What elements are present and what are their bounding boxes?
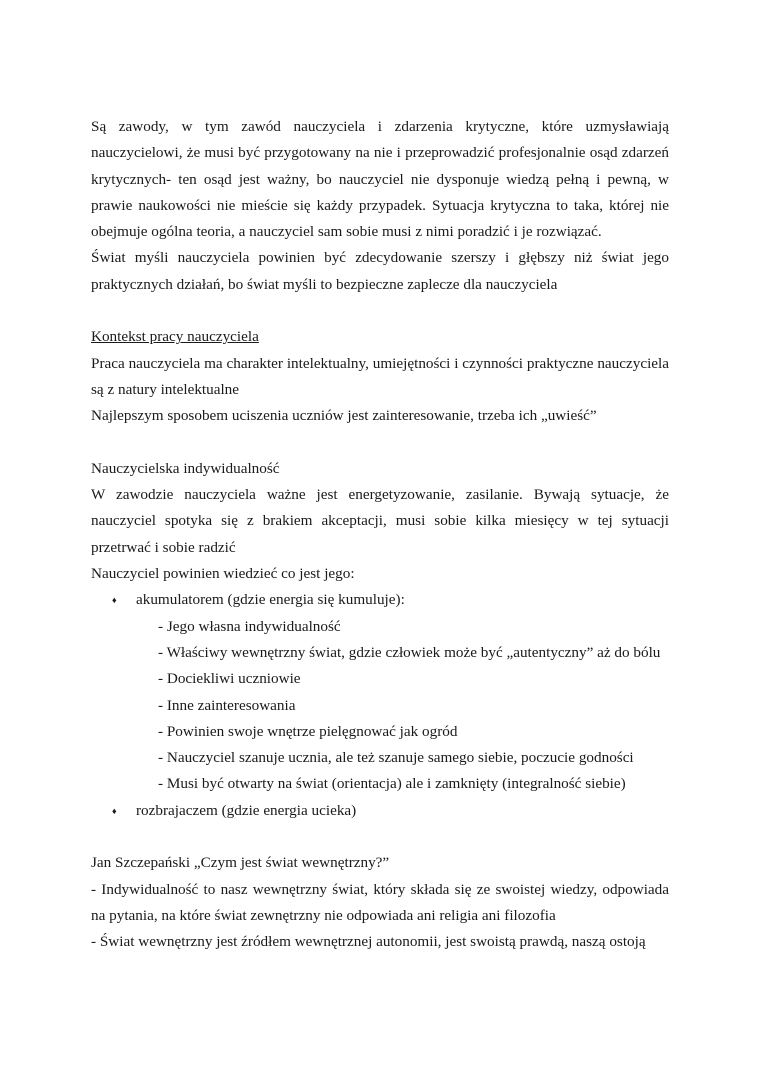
sub-list-item: - Inne zainteresowania: [158, 696, 296, 714]
list-item-disarmer: [91, 798, 669, 824]
sub-list-item: - Dociekliwi uczniowie: [158, 670, 301, 688]
diamond-bullet-icon: ♦: [112, 595, 117, 606]
document-body: [91, 114, 669, 956]
paragraph-should-know: Nauczyciel powinien wiedzieć co jest jego:: [91, 565, 355, 583]
heading-work-context: Kontekst pracy nauczyciela: [91, 328, 259, 346]
blank-line: [91, 298, 669, 324]
paragraph-intellectual-work: Praca nauczyciela ma charakter intelektualny, umiejętności i czynności praktyczne nauczyciela są z natury intelektualne: [91, 354, 669, 398]
blank-line: [91, 824, 669, 850]
sub-list-item: - Jego własna indywidualność: [158, 617, 341, 635]
paragraph-critical-events: Są zawody, w tym zawód nauczyciela i zdarzenia krytyczne, które uzmysławiają nauczycielowi, że musi być przygotowany na nie i przeprowadzić profesjonalnie osąd zdarzeń krytycznych- ten osąd jest ważny, bo nauczyciel nie dysponuje wiedzą pełną i pewną, w prawie naukowości nie mieście się każdy przypadek. Sytuacja krytyczna to taka, której nie obejmuje ogólna teoria, a nauczyciel sam sobie musi z nimi poradzić i je rozwiązać.: [91, 118, 669, 241]
sub-list-item: - Właściwy wewnętrzny świat, gdzie człowiek może być „autentyczny” aż do bólu: [158, 643, 661, 661]
list-item-label: rozbrajaczem (gdzie energia ucieka): [136, 801, 357, 819]
paragraph-individuality-inner-world: - Indywidualność to nasz wewnętrzny świat, który składa się ze swoistej wiedzy, odpowiada na pytania, na które świat zewnętrzny nie odpowiada ani religia ani filozofia: [91, 880, 669, 924]
blank-line: [91, 430, 669, 456]
diamond-bullet-icon: ♦: [112, 805, 117, 816]
sub-list-item: - Powinien swoje wnętrze pielęgnować jak ogród: [158, 722, 458, 740]
sub-list-item: - Nauczyciel szanuje ucznia, ale też szanuje samego siebie, poczucie godności: [158, 749, 634, 767]
paragraph-inner-autonomy: - Świat wewnętrzny jest źródłem wewnętrznej autonomii, jest swoistą prawdą, naszą ostoją: [91, 933, 646, 951]
paragraph-energizing: W zawodzie nauczyciela ważne jest energetyzowanie, zasilanie. Bywają sytuacje, że nauczyciel spotyka się z brakiem akceptacji, musi sobie kilka miesięcy w tej sytuacji przetrwać i sobie radzić: [91, 486, 669, 556]
list-item-label: akumulatorem (gdzie energia się kumuluje):: [136, 591, 405, 609]
paragraph-silencing-students: Najlepszym sposobem uciszenia uczniów jest zainteresowanie, trzeba ich „uwieść”: [91, 407, 597, 425]
heading-individuality: Nauczycielska indywidualność: [91, 459, 280, 477]
sub-list-item: - Musi być otwarty na świat (orientacja) ale i zamknięty (integralność siebie): [158, 775, 626, 793]
heading-szczepanski: Jan Szczepański „Czym jest świat wewnętrzny?”: [91, 854, 390, 872]
list-item-accumulator: [91, 587, 669, 613]
paragraph-teacher-world: Świat myśli nauczyciela powinien być zdecydowanie szerszy i głębszy niż świat jego praktycznych działań, bo świat myśli to bezpieczne zaplecze dla nauczyciela: [91, 249, 669, 293]
